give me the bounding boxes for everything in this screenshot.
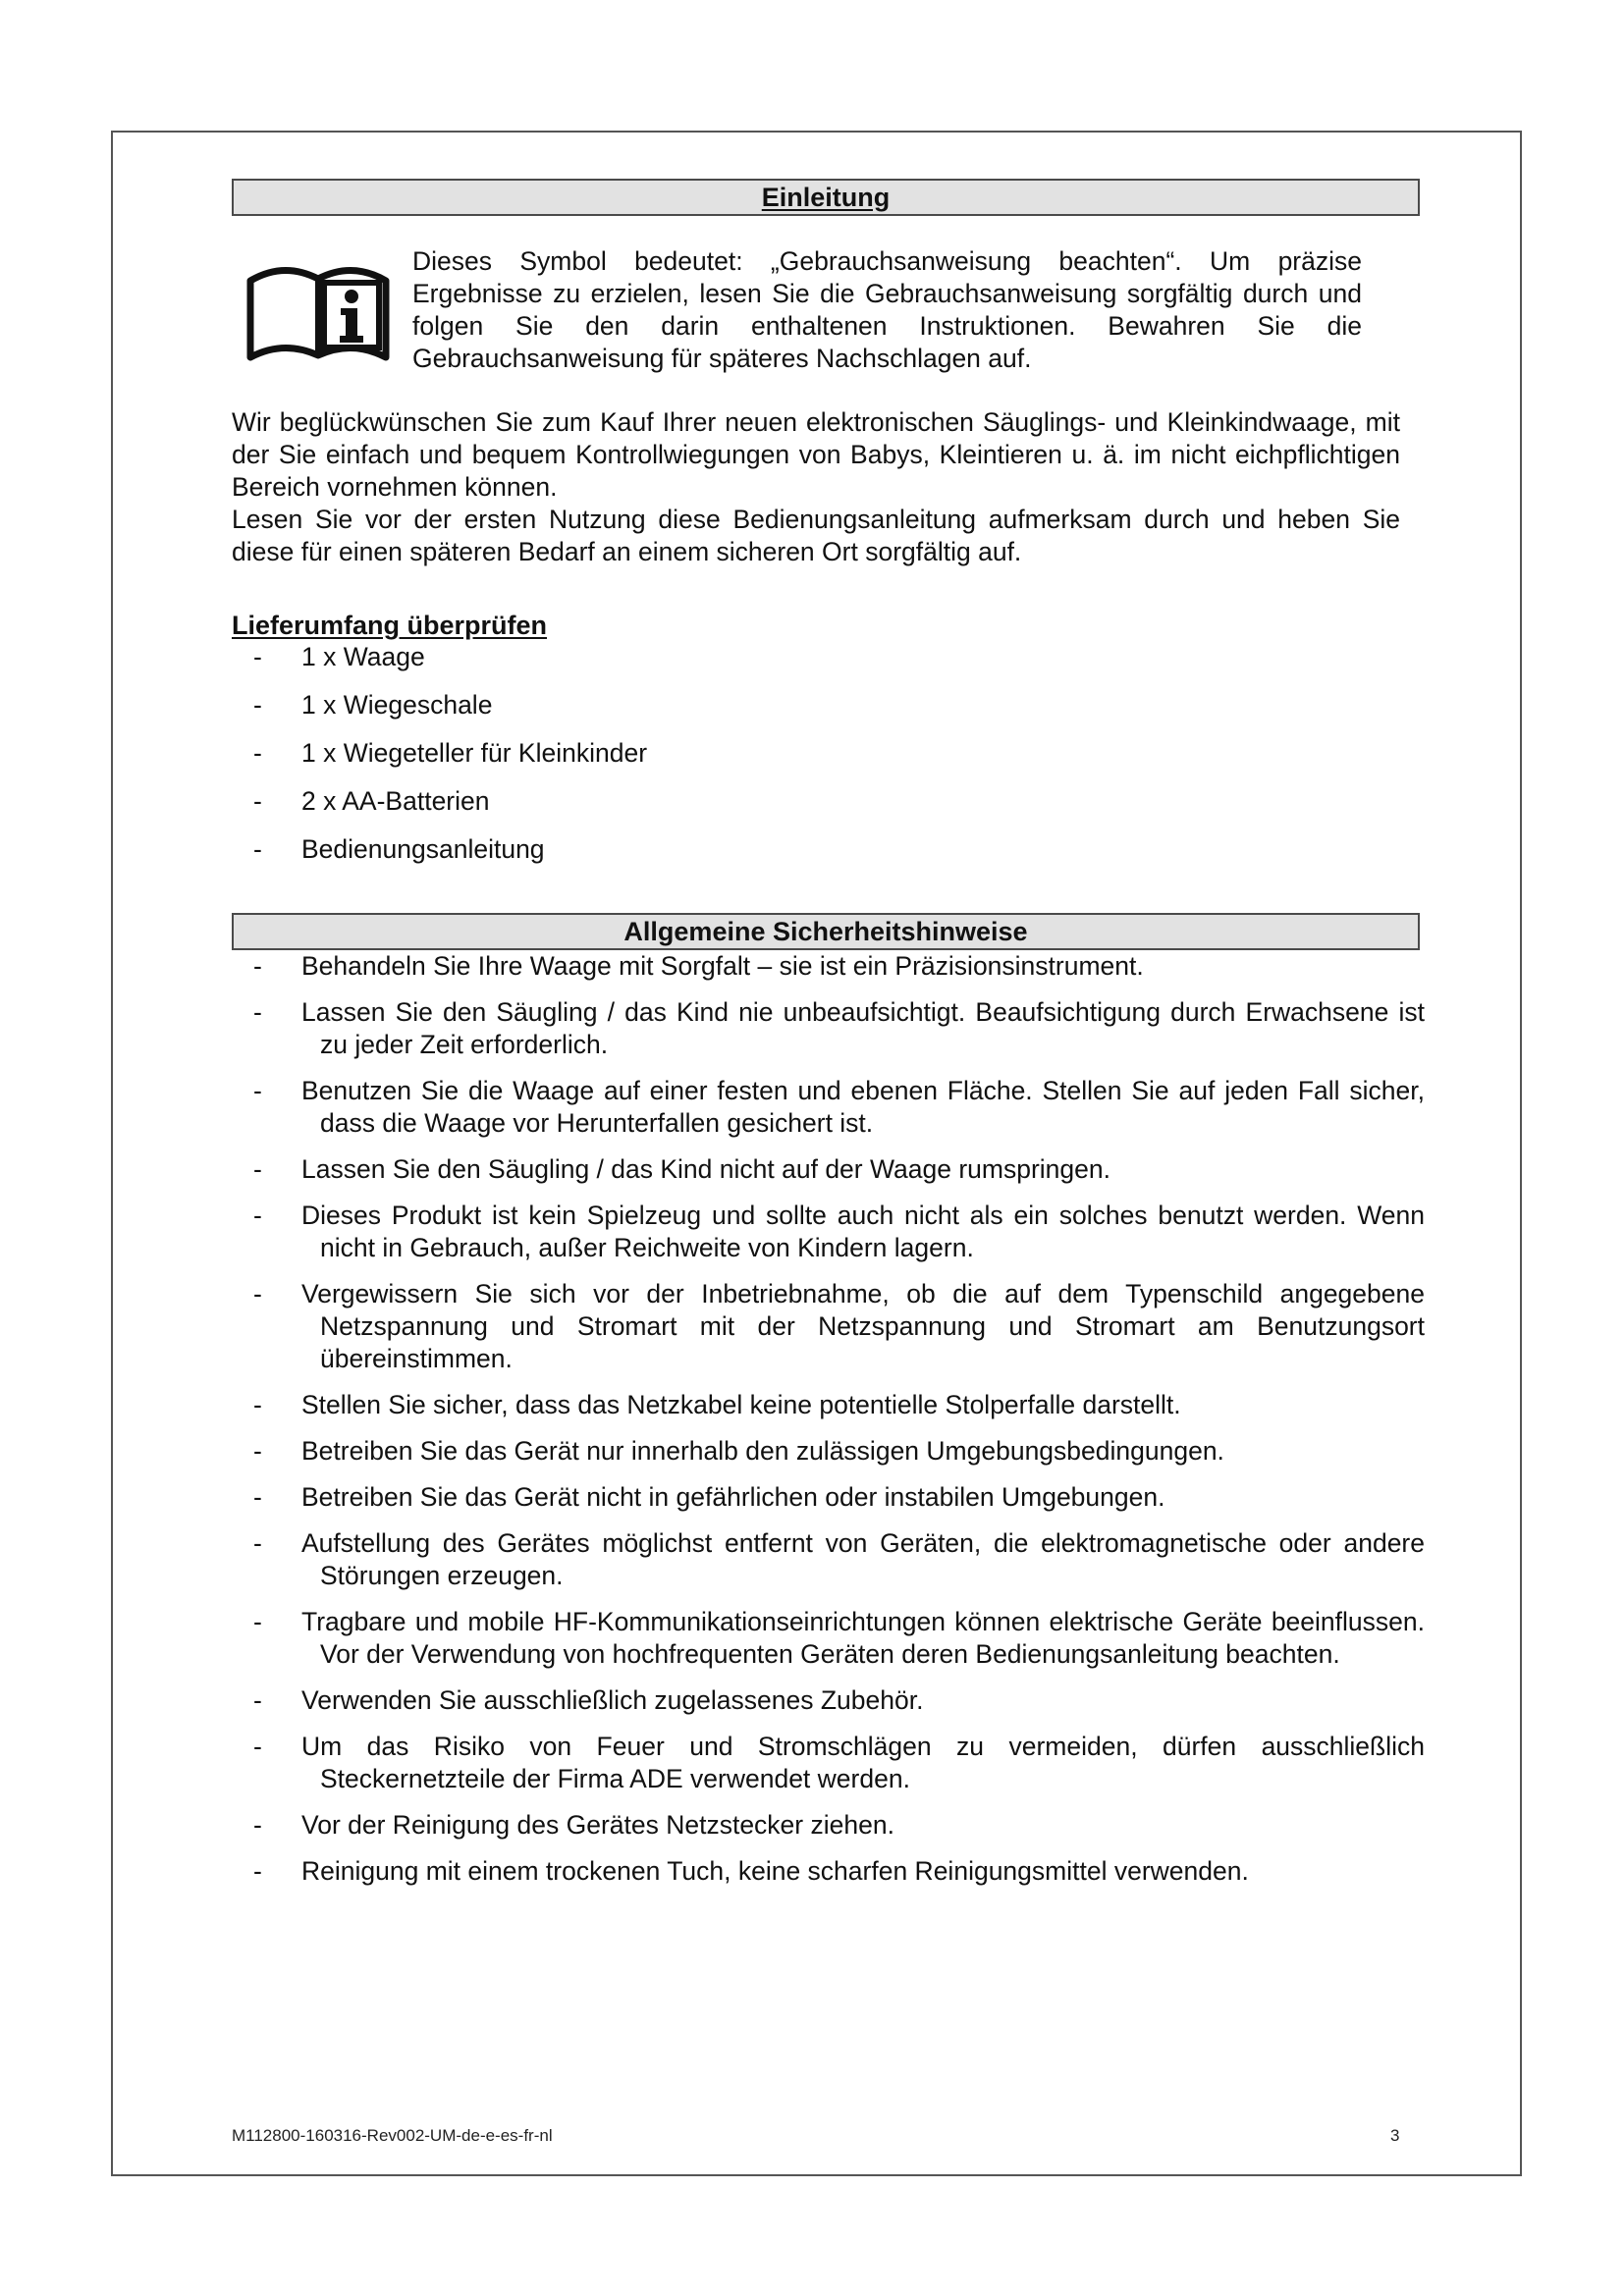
delivery-list	[232, 641, 1420, 866]
document-id: M112800-160316-Rev002-UM-de-e-es-fr-nl	[232, 2126, 553, 2145]
list-item: - Benutzen Sie die Waage auf einer festen und ebenen Fläche. Stellen Sie auf jeden Fall sicher, dass die Waage vor Herunterfallen gesichert ist.	[253, 1076, 1425, 1138]
introduction-heading: Einleitung	[232, 179, 1420, 216]
introduction-text	[232, 406, 1400, 568]
list-item: - 1 x Wiegeteller für Kleinkinder	[253, 738, 648, 768]
manual-info-icon	[244, 259, 392, 365]
list-item: - Dieses Produkt ist kein Spielzeug und sollte auch nicht als ein solches benutzt werden. Wenn nicht in Gebrauch, außer Reichweite von Kindern lagern.	[253, 1201, 1425, 1262]
list-item: - Lassen Sie den Säugling / das Kind nicht auf der Waage rumspringen.	[253, 1154, 1110, 1184]
delivery-heading: Lieferumfang überprüfen	[232, 611, 548, 640]
list-item: - Vor der Reinigung des Gerätes Netzstecker ziehen.	[253, 1810, 894, 1840]
congratulation-paragraph: Wir beglückwünschen Sie zum Kauf Ihrer neuen elektronischen Säuglings- und Kleinkindwaage, mit der Sie einfach und bequem Kontrollwiegungen von Babys, Kleintieren u. ä. im nicht eichpflichtigen Bereich vornehmen können.	[232, 407, 1400, 502]
list-item: - Betreiben Sie das Gerät nur innerhalb den zulässigen Umgebungsbedingungen.	[253, 1436, 1224, 1466]
safety-list	[232, 950, 1425, 1888]
list-item: - Verwenden Sie ausschließlich zugelassenes Zubehör.	[253, 1685, 924, 1715]
list-item: - Tragbare und mobile HF-Kommunikationseinrichtungen können elektrische Geräte beeinflussen. Vor der Verwendung von hochfrequenten Geräten deren Bedienungsanleitung beachten.	[253, 1607, 1425, 1669]
list-item: - Bedienungsanleitung	[253, 834, 545, 864]
list-item: - Vergewissern Sie sich vor der Inbetriebnahme, ob die auf dem Typenschild angegebene Netzspannung und Stromart mit der Netzspannung und Stromart am Benutzungsort übereinstimmen.	[253, 1279, 1425, 1373]
symbol-explanation: Dieses Symbol bedeutet: „Gebrauchsanweisung beachten“. Um präzise Ergebnisse zu erzielen, lesen Sie die Gebrauchsanweisung sorgfältig durch und folgen Sie den darin enthaltenen Instruktionen. Bewahren Sie die Gebrauchsanweisung für späteres Nachschlagen auf.	[412, 246, 1362, 373]
instruction-symbol-block	[232, 245, 1420, 375]
list-item: - Lassen Sie den Säugling / das Kind nie unbeaufsichtigt. Beaufsichtigung durch Erwachsene ist zu jeder Zeit erforderlich.	[253, 997, 1425, 1059]
list-item: - Um das Risiko von Feuer und Stromschlägen zu vermeiden, dürfen ausschließlich Steckernetzteile der Firma ADE verwendet werden.	[253, 1732, 1425, 1793]
read-manual-paragraph: Lesen Sie vor der ersten Nutzung diese Bedienungsanleitung aufmerksam durch und heben Sie diese für einen späteren Bedarf an einem sicheren Ort sorgfältig auf.	[232, 505, 1400, 566]
list-item: - 1 x Waage	[253, 642, 425, 671]
page-number: 3	[1390, 2126, 1400, 2145]
list-item: - 1 x Wiegeschale	[253, 690, 493, 720]
list-item: - Reinigung mit einem trockenen Tuch, keine scharfen Reinigungsmittel verwenden.	[253, 1856, 1249, 1886]
safety-heading: Allgemeine Sicherheitshinweise	[232, 913, 1420, 950]
page-content	[232, 179, 1425, 1901]
list-item: - 2 x AA-Batterien	[253, 786, 490, 816]
list-item: - Betreiben Sie das Gerät nicht in gefährlichen oder instabilen Umgebungen.	[253, 1482, 1165, 1512]
list-item: - Aufstellung des Gerätes möglichst entfernt von Geräten, die elektromagnetische oder andere Störungen erzeugen.	[253, 1528, 1425, 1590]
list-item: - Behandeln Sie Ihre Waage mit Sorgfalt – sie ist ein Präzisionsinstrument.	[253, 951, 1144, 981]
list-item: - Stellen Sie sicher, dass das Netzkabel keine potentielle Stolperfalle darstellt.	[253, 1390, 1181, 1419]
